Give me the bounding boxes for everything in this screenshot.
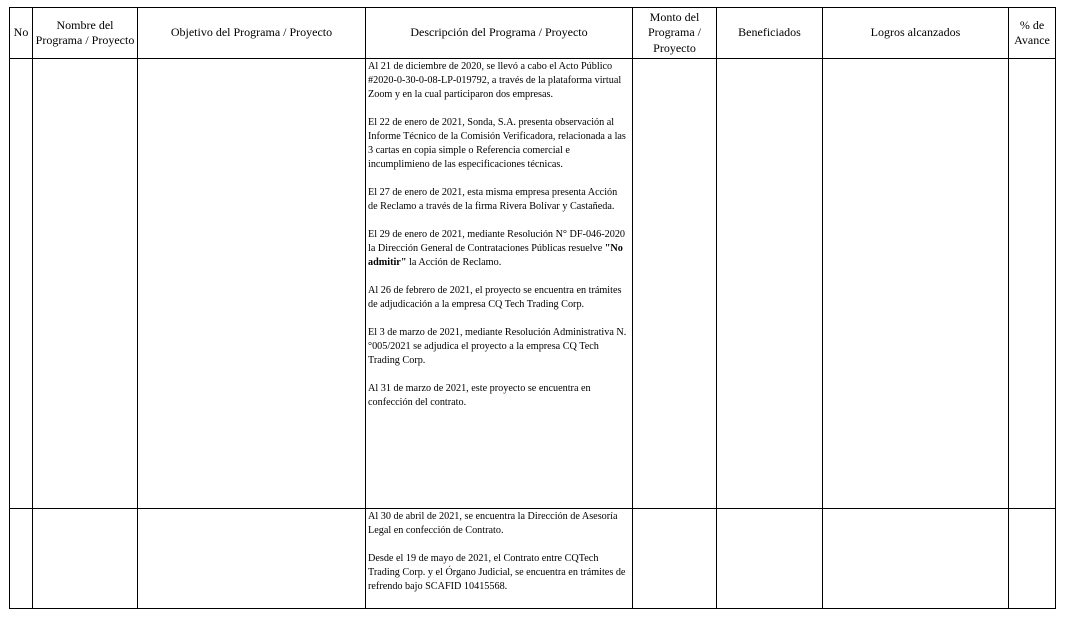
programs-table bbox=[9, 7, 1056, 609]
header-row bbox=[10, 8, 1056, 59]
cell-descripcion bbox=[366, 59, 633, 509]
description-paragraph: El 27 de enero de 2021, esta misma empresa presenta Acción de Reclamo a través de la firma Rivera Bolívar y Castañeda. bbox=[368, 187, 618, 212]
description-paragraph: Al 21 de diciembre de 2020, se llevó a cabo el Acto Público #2020-0-30-0-08-LP-019792, a través de la plataforma virtual Zoom y en la cual participaron dos empresas. bbox=[368, 61, 622, 100]
col-header-logros: Logros alcanzados bbox=[823, 8, 1009, 59]
description-paragraph: El 29 de enero de 2021, mediante Resolución N° DF-046-2020 la Dirección General de Contrataciones Públicas resuelve "No admitir" la Acción de Reclamo. bbox=[368, 229, 626, 268]
cell-logros bbox=[823, 59, 1009, 509]
table-row bbox=[10, 509, 1056, 609]
cell-monto bbox=[633, 59, 717, 509]
description-paragraph: Desde el 19 de mayo de 2021, el Contrato entre CQTech Trading Corp. y el Órgano Judicial, se encuentra en trámites de refrendo bajo SCAFID 10415568. bbox=[368, 553, 626, 592]
cell-beneficiados bbox=[717, 59, 823, 509]
description-paragraph: Al 31 de marzo de 2021, este proyecto se encuentra en confección del contrato. bbox=[368, 383, 591, 408]
cell-nombre bbox=[33, 59, 138, 509]
col-header-beneficiados: Beneficiados bbox=[717, 8, 823, 59]
col-header-objetivo: Objetivo del Programa / Proyecto bbox=[138, 8, 366, 59]
cell-monto bbox=[633, 509, 717, 609]
col-header-descripcion: Descripción del Programa / Proyecto bbox=[366, 8, 633, 59]
cell-beneficiados bbox=[717, 509, 823, 609]
cell-avance bbox=[1009, 59, 1056, 509]
cell-logros bbox=[823, 509, 1009, 609]
bold-emphasis: "No admitir" bbox=[368, 243, 623, 268]
col-header-monto: Monto del Programa / Proyecto bbox=[633, 8, 717, 59]
col-header-nombre: Nombre del Programa / Proyecto bbox=[33, 8, 138, 59]
cell-no bbox=[10, 59, 33, 509]
cell-no bbox=[10, 509, 33, 609]
cell-descripcion bbox=[366, 509, 633, 609]
cell-objetivo bbox=[138, 509, 366, 609]
description-paragraph: Al 30 de abril de 2021, se encuentra la Dirección de Asesoría Legal en confección de Contrato. bbox=[368, 511, 618, 536]
table-row bbox=[10, 59, 1056, 509]
cell-nombre bbox=[33, 509, 138, 609]
cell-avance bbox=[1009, 509, 1056, 609]
col-header-avance: % de Avance bbox=[1009, 8, 1056, 59]
col-header-no: No bbox=[10, 8, 33, 59]
description-paragraph: El 3 de marzo de 2021, mediante Resolución Administrativa N.°005/2021 se adjudica el proyecto a la empresa CQ Tech Trading Corp. bbox=[368, 327, 627, 366]
description-paragraph: El 22 de enero de 2021, Sonda, S.A. presenta observación al Informe Técnico de la Comisión Verificadora, relacionada a las 3 cartas en copia simple o Referencia comercial e incumplimieno de las especificaciones técnicas. bbox=[368, 117, 626, 170]
description-paragraph: Al 26 de febrero de 2021, el proyecto se encuentra en trámites de adjudicación a la empresa CQ Tech Trading Corp. bbox=[368, 285, 622, 310]
cell-objetivo bbox=[138, 59, 366, 509]
